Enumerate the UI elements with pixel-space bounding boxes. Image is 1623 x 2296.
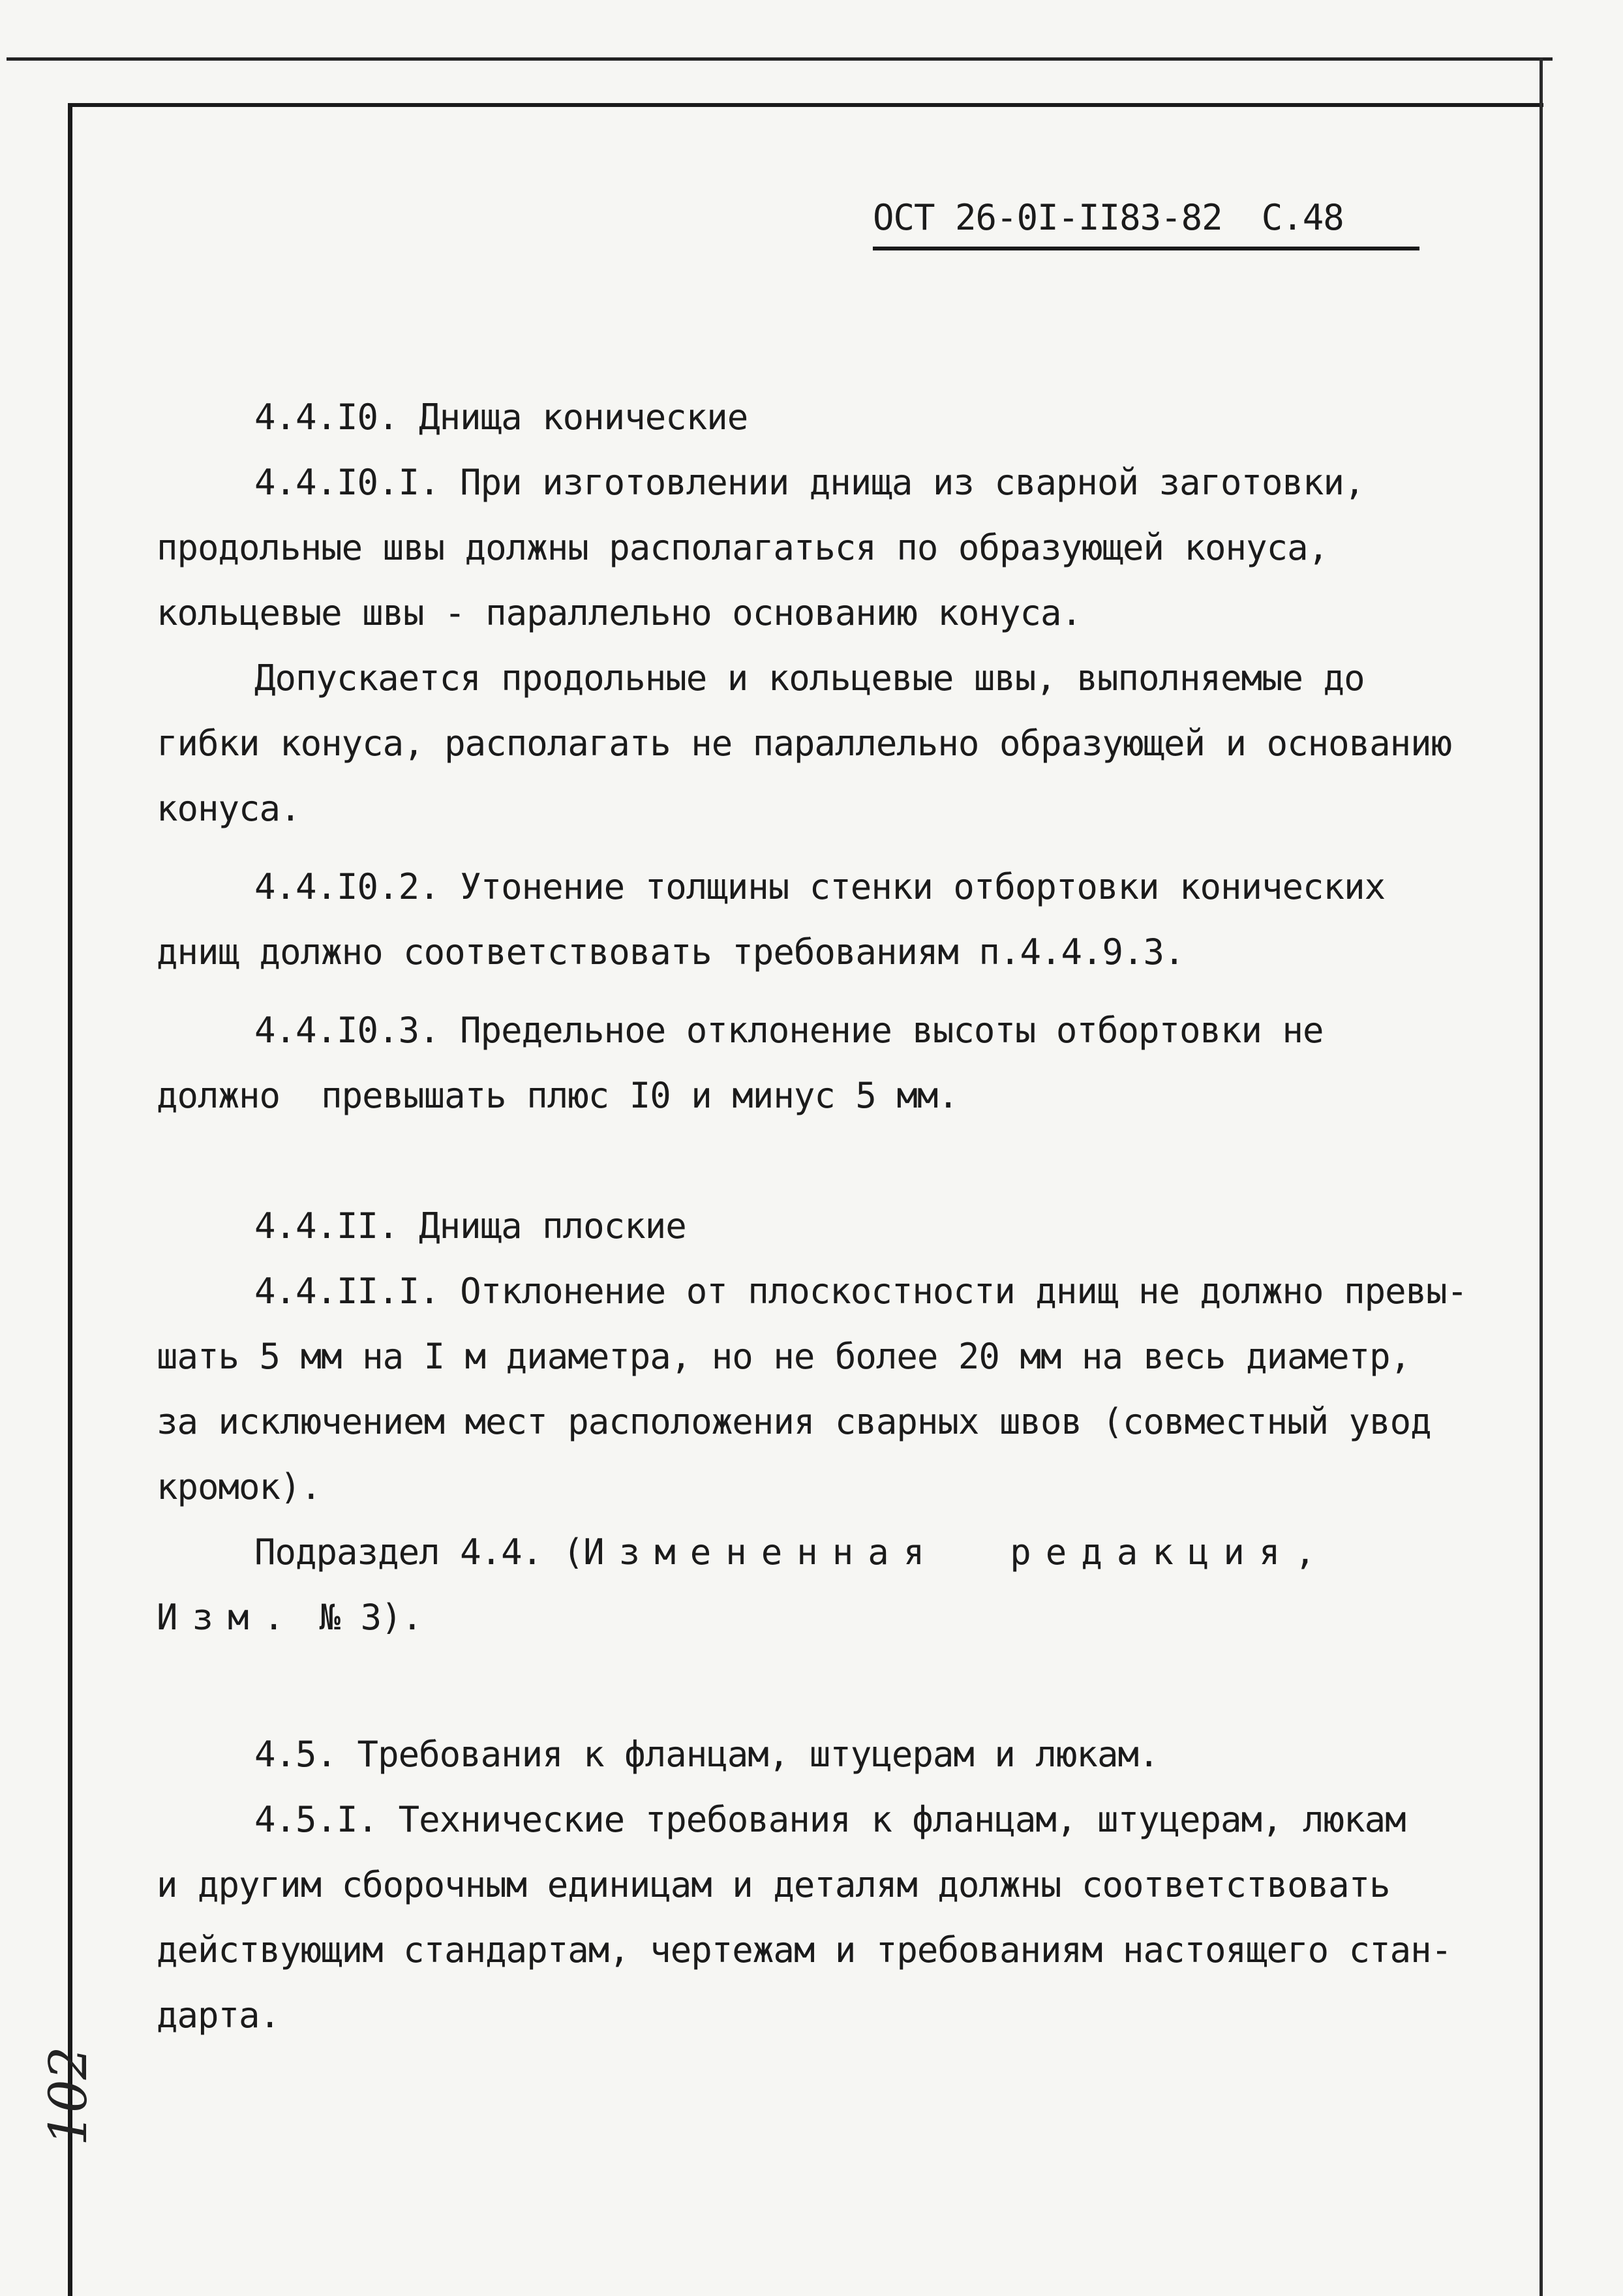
frame-top-line bbox=[68, 103, 1543, 107]
paragraph-4-4-10-2: 4.4.I0.2. Утонение толщины стенки отбортовки конических днищ должно соответствовать требованиям п.4.4.9.3. bbox=[157, 866, 1386, 973]
frame-right-line bbox=[1540, 57, 1543, 2296]
margin-handwritten-number: 102 bbox=[38, 2046, 99, 2146]
paragraph-subsection-note: Подраздел 4.4. (Измененная редакция, Изм. № 3). bbox=[157, 1532, 1315, 1638]
heading-4-4-11: 4.4.II. Днища плоские bbox=[254, 1205, 686, 1246]
heading-4-4-10: 4.4.I0. Днища конические bbox=[254, 397, 748, 438]
heading-4-5: 4.5. Требования к фланцам, штуцерам и люкам. bbox=[254, 1734, 1159, 1775]
paragraph-4-5-1: 4.5.I. Технические требования к фланцам, штуцерам, люкам и другим сборочным единицам и деталям должны соответствовать действующим стандартам, чертежам и требованиям настоящего стан- дарта. bbox=[157, 1799, 1452, 2036]
paragraph-4-4-10-1: 4.4.I0.I. При изготовлении днища из сварной заготовки, продольные швы должны располагаться по образующей конуса, кольцевые швы - параллельно основанию конуса. bbox=[157, 462, 1365, 633]
paragraph-allowance: Допускается продольные и кольцевые швы, выполняемые до гибки конуса, располагать не параллельно образующей и основанию конуса. bbox=[157, 657, 1452, 829]
document-header bbox=[873, 197, 1418, 238]
frame-left-line bbox=[68, 104, 72, 2296]
top-border-line bbox=[7, 57, 1553, 61]
standard-number: ОСТ 26-0I-II83-82 bbox=[873, 197, 1222, 238]
paragraph-4-4-10-3: 4.4.I0.3. Предельное отклонение высоты отбортовки не должно превышать плюс I0 и минус 5 мм. bbox=[157, 1010, 1324, 1116]
header-underline bbox=[873, 247, 1419, 250]
page-number: С.48 bbox=[1261, 197, 1344, 238]
paragraph-4-4-11-1: 4.4.II.I. Отклонение от плоскостности днищ не должно превы- шать 5 мм на I м диаметра, но не более 20 мм на весь диаметр, за исключением мест расположения сварных швов (совместный увод кромок). bbox=[157, 1271, 1468, 1507]
